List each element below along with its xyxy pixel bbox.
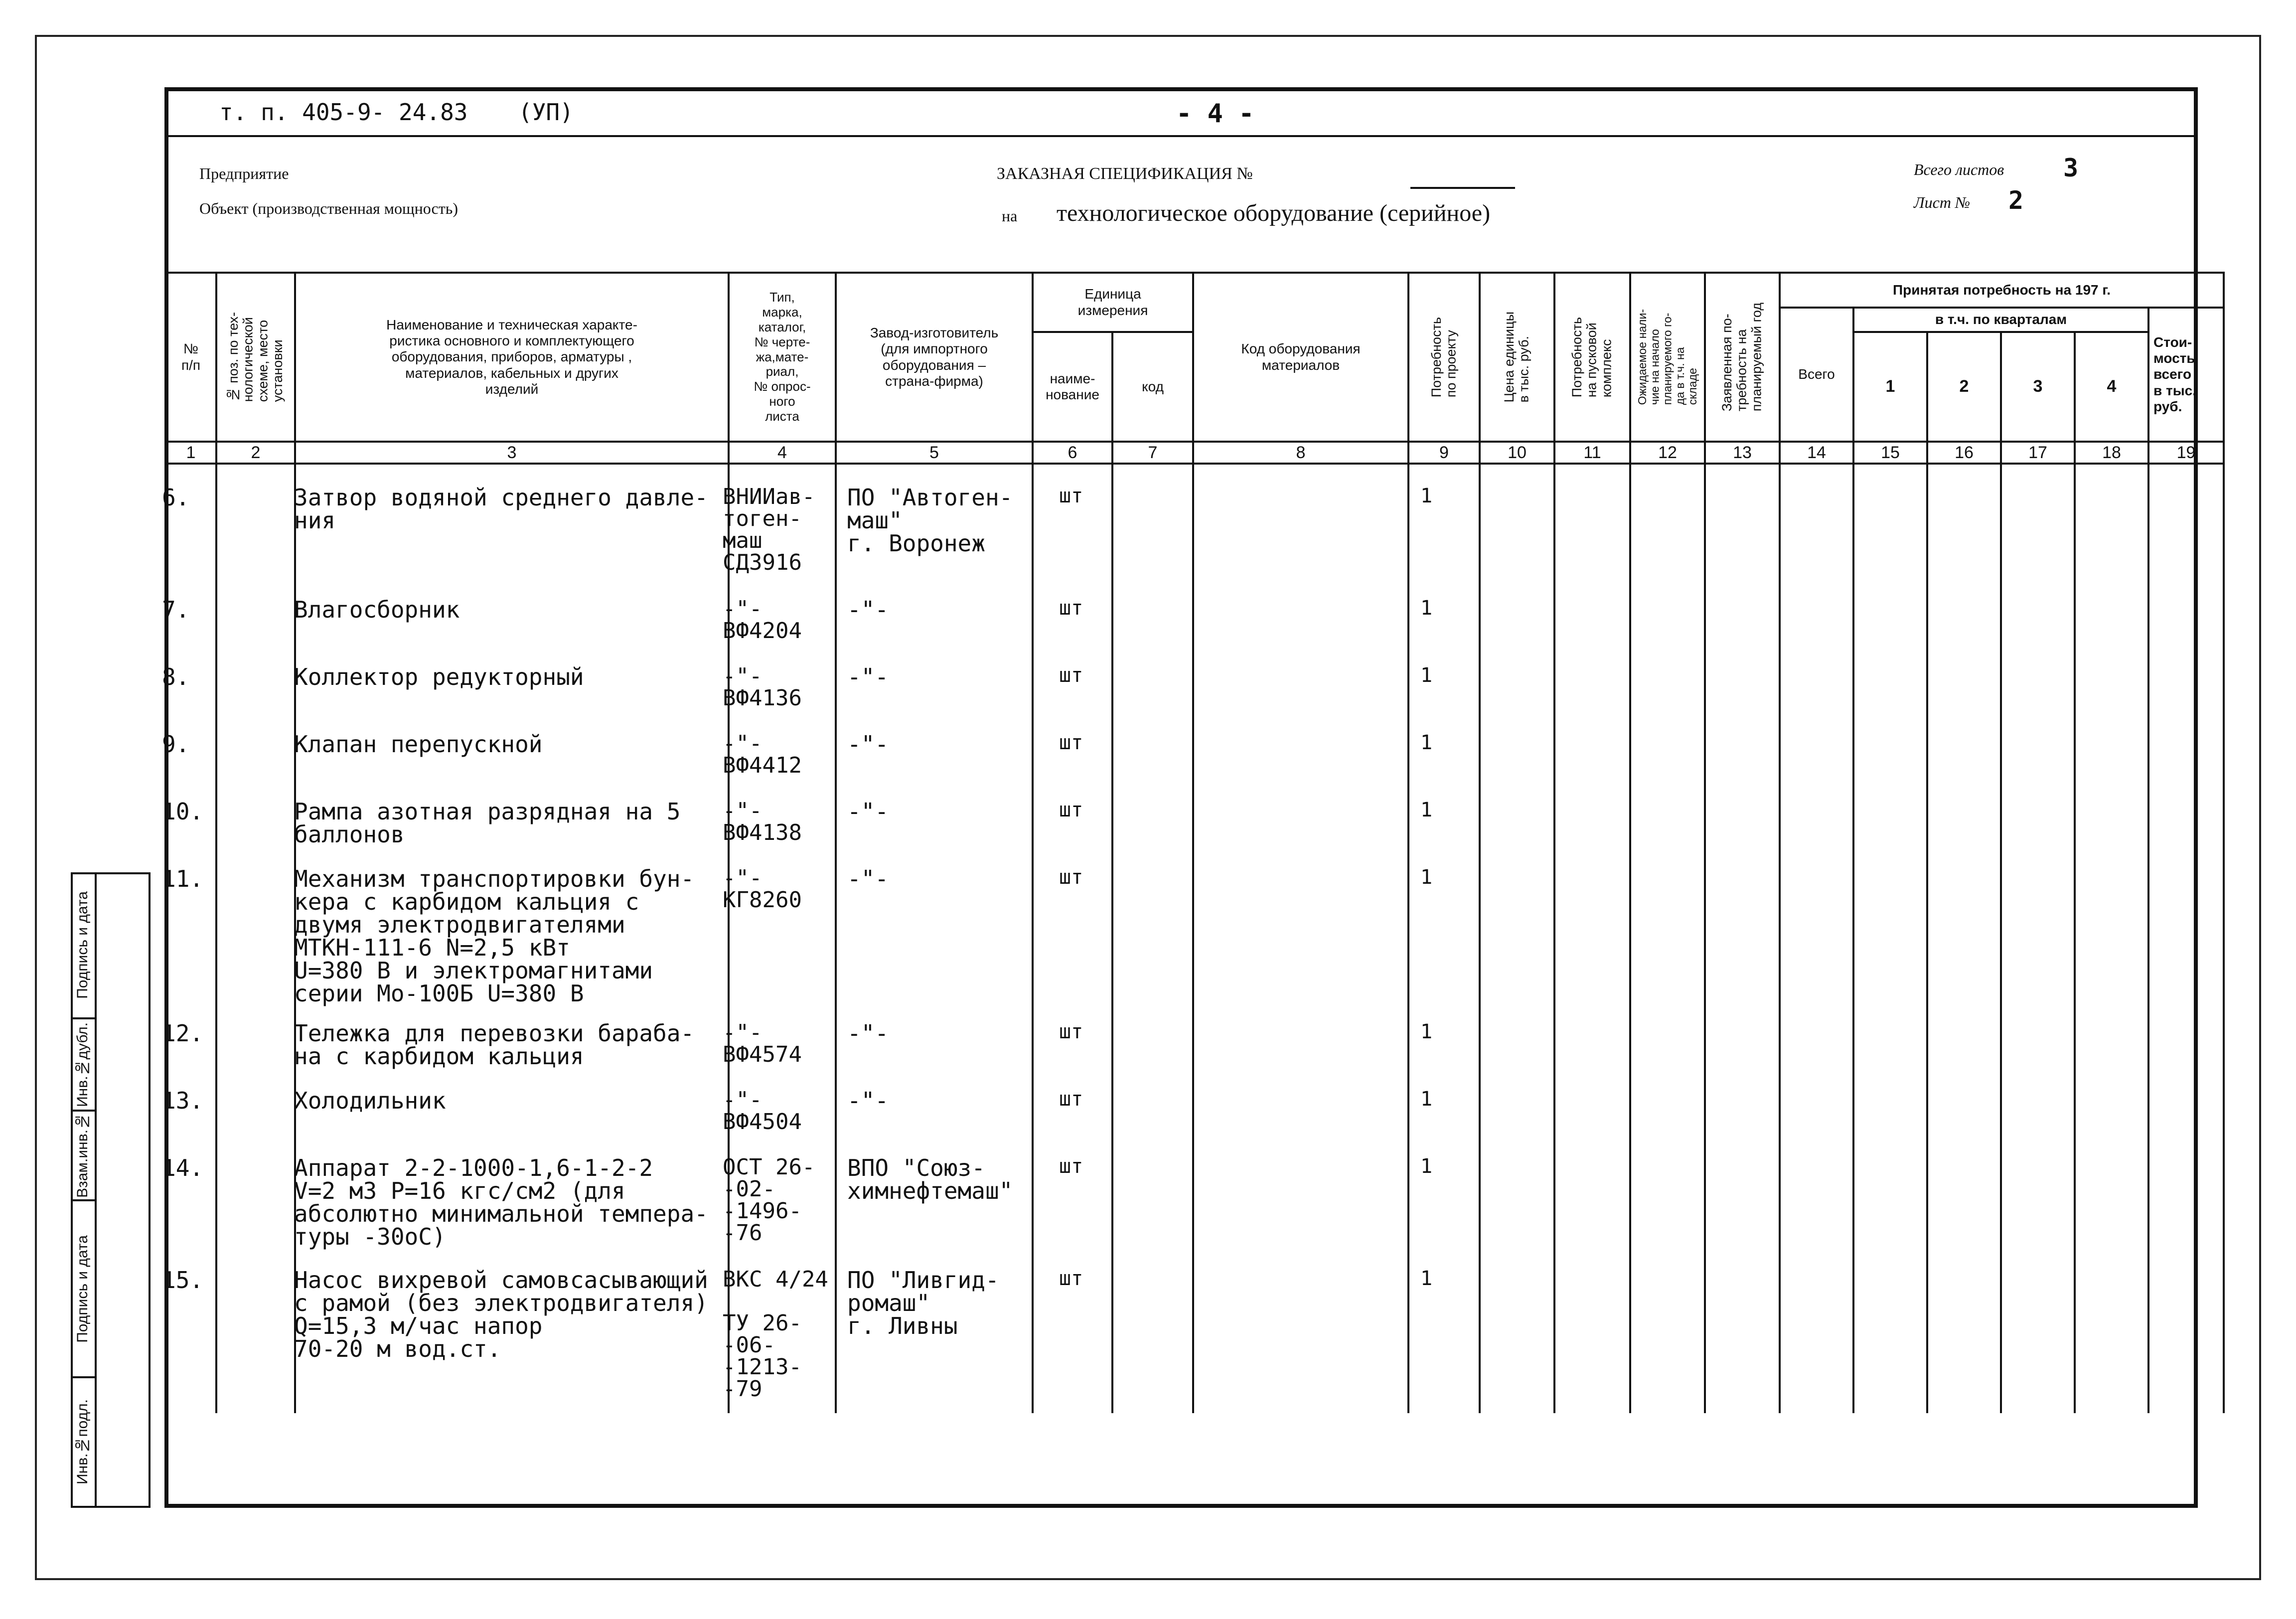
col-7-header: код bbox=[1112, 332, 1193, 442]
document-code: т. п. 405-9- 24.83 bbox=[219, 99, 468, 126]
row-number: 8. bbox=[162, 663, 190, 690]
row-quantity: 1 bbox=[1420, 799, 1433, 821]
row-name: Клапан перепускной bbox=[294, 731, 543, 758]
column-number: 1 bbox=[165, 442, 216, 464]
row-quantity: 1 bbox=[1420, 664, 1433, 687]
row-maker: -"- bbox=[847, 1087, 889, 1114]
column-number: 12 bbox=[1630, 442, 1705, 464]
stamp-field-label: Подпись и дата bbox=[74, 891, 91, 999]
row-maker: ПО "Автоген- маш" г. Воронеж bbox=[847, 484, 1013, 557]
row-name: Насос вихревой самовсасывающий с рамой (без электродвигателя) Q=15,3 м/час напор 70-20 м вод.ст. bbox=[294, 1267, 708, 1362]
col-19-header: Стои- мость всего в тыс. руб. bbox=[2148, 308, 2224, 442]
stamp-field-label: Инв.№подл. bbox=[74, 1399, 91, 1485]
column-number: 6 bbox=[1033, 442, 1112, 464]
row-unit: шт bbox=[1059, 597, 1083, 620]
quarters-header: в т.ч. по кварталам bbox=[1853, 308, 2148, 332]
column-number: 13 bbox=[1705, 442, 1780, 464]
spec-title: ЗАКАЗНАЯ СПЕЦИФИКАЦИЯ № bbox=[997, 164, 1253, 183]
row-unit: шт bbox=[1059, 485, 1083, 507]
column-number: 10 bbox=[1480, 442, 1554, 464]
enterprise-label: Предприятие bbox=[199, 164, 289, 182]
row-quantity: 1 bbox=[1420, 731, 1433, 754]
row-name: Холодильник bbox=[294, 1087, 446, 1114]
row-unit: шт bbox=[1059, 1088, 1083, 1111]
row-type: -"- ВФ4138 bbox=[723, 798, 802, 845]
row-name: Аппарат 2-2-1000-1,6-1-2-2 V=2 м3 Р=16 кгс/см2 (для абсолютно минимальной темпера- туры -30оС) bbox=[294, 1154, 708, 1250]
col-14-header: Всего bbox=[1780, 308, 1853, 442]
accepted-demand-header: Принятая потребность на 197 г. bbox=[1780, 273, 2224, 308]
row-quantity: 1 bbox=[1420, 1020, 1433, 1043]
row-name: Коллектор редукторный bbox=[294, 663, 584, 690]
row-quantity: 1 bbox=[1420, 485, 1433, 507]
column-number: 17 bbox=[2001, 442, 2075, 464]
row-unit: шт bbox=[1059, 866, 1083, 889]
column-number: 11 bbox=[1554, 442, 1630, 464]
column-number: 8 bbox=[1193, 442, 1408, 464]
column-number: 16 bbox=[1927, 442, 2001, 464]
spec-on-label: на bbox=[1002, 207, 1018, 225]
spec-number-line bbox=[1410, 187, 1515, 189]
row-maker: -"- bbox=[847, 798, 889, 825]
col-4-header: Тип, марка, каталог, № черте- жа,мате- риал, № опрос- ного листа bbox=[729, 273, 836, 442]
row-name: Тележка для перевозки бараба- на с карбидом кальция bbox=[294, 1020, 695, 1070]
row-maker: -"- bbox=[847, 596, 889, 623]
col-15-header: 1 bbox=[1853, 332, 1927, 442]
row-type: ОСТ 26- -02- -1496- -76 bbox=[723, 1154, 815, 1246]
row-maker: ВПО "Союз- химнефтемаш" bbox=[847, 1154, 1013, 1204]
row-maker: -"- bbox=[847, 731, 889, 758]
row-type: -"- ВФ4412 bbox=[723, 731, 802, 778]
col-13-header: Заявленная по- требность на планируемый год bbox=[1705, 273, 1780, 442]
body-col-16 bbox=[1927, 464, 2001, 1413]
row-quantity: 1 bbox=[1420, 1155, 1433, 1178]
column-number: 5 bbox=[836, 442, 1033, 464]
sheet-number-label: Лист № bbox=[1914, 193, 1971, 211]
column-number: 9 bbox=[1408, 442, 1480, 464]
col-1-header: № п/п bbox=[165, 273, 216, 442]
column-number: 19 bbox=[2148, 442, 2224, 464]
row-number: 11. bbox=[162, 865, 204, 892]
stamp-field bbox=[71, 872, 97, 1019]
row-quantity: 1 bbox=[1420, 1267, 1433, 1290]
row-type: -"- ВФ4204 bbox=[723, 596, 802, 644]
row-maker: -"- bbox=[847, 1020, 889, 1047]
column-number: 18 bbox=[2075, 442, 2148, 464]
row-type: ВНИИав- тоген- маш СДЗ916 bbox=[723, 484, 815, 575]
stamp-field bbox=[71, 1201, 97, 1378]
col-6-header: наиме- нование bbox=[1033, 332, 1112, 442]
row-maker: -"- bbox=[847, 663, 889, 690]
row-name: Механизм транспортировки бун- кера с карбидом кальция с двумя электродвигателями МТКН-111-6 N=2,5 кВт U=380 В и электромагнитами серии Мо-100Б U=380 В bbox=[294, 865, 695, 1007]
body-col-7 bbox=[1112, 464, 1193, 1413]
stamp-field bbox=[71, 1019, 97, 1112]
column-number: 2 bbox=[216, 442, 295, 464]
column-number: 14 bbox=[1780, 442, 1853, 464]
col-18-header: 4 bbox=[2075, 332, 2148, 442]
row-number: 14. bbox=[162, 1154, 204, 1181]
col-17-header: 3 bbox=[2001, 332, 2075, 442]
row-number: 13. bbox=[162, 1087, 204, 1114]
row-type: -"- КГ8260 bbox=[723, 865, 802, 913]
row-number: 9. bbox=[162, 731, 190, 758]
body-col-12 bbox=[1630, 464, 1705, 1413]
body-col-11 bbox=[1554, 464, 1630, 1413]
col-8-header: Код оборудования материалов bbox=[1193, 273, 1408, 442]
column-number: 7 bbox=[1112, 442, 1193, 464]
object-label: Объект (производственная мощность) bbox=[199, 199, 458, 217]
col-10-header: Цена единицы в тыс. руб. bbox=[1480, 273, 1554, 442]
row-maker: -"- bbox=[847, 865, 889, 892]
header-row-1 bbox=[165, 273, 2224, 308]
row-number: 15. bbox=[162, 1267, 204, 1294]
total-sheets-value: 3 bbox=[2063, 154, 2079, 182]
row-type: -"- ВФ4574 bbox=[723, 1020, 802, 1067]
row-unit: шт bbox=[1059, 1155, 1083, 1178]
body-col-18 bbox=[2075, 464, 2148, 1413]
row-type: -"- ВФ4136 bbox=[723, 663, 802, 711]
stamp-field-label: Инв.№дубл. bbox=[74, 1022, 91, 1107]
document-section: (УП) bbox=[518, 99, 574, 126]
column-number: 3 bbox=[295, 442, 729, 464]
row-unit: шт bbox=[1059, 731, 1083, 754]
column-number-row bbox=[165, 442, 2224, 464]
row-name: Рампа азотная разрядная на 5 баллонов bbox=[294, 798, 681, 848]
spec-subject: технологическое оборудование (серийное) bbox=[1057, 200, 1491, 226]
row-quantity: 1 bbox=[1420, 597, 1433, 620]
row-unit: шт bbox=[1059, 664, 1083, 687]
col-9-header: Потребность по проекту bbox=[1408, 273, 1480, 442]
col-5-header: Завод-изготовитель (для импортного оборудования – страна-фирма) bbox=[836, 273, 1033, 442]
total-sheets-label: Всего листов bbox=[1914, 161, 2004, 178]
row-name: Влагосборник bbox=[294, 596, 460, 623]
column-number: 15 bbox=[1853, 442, 1927, 464]
row-number: 10. bbox=[162, 798, 204, 825]
unit-header: Единица измерения bbox=[1033, 273, 1193, 332]
col-12-header: Ожидаемое нали- чие на начало планируемого го- да в т.ч. на складе bbox=[1630, 273, 1705, 442]
sheet-number-value: 2 bbox=[2008, 186, 2024, 215]
col-2-header: № поз. по тех- нологической схеме, место установки bbox=[216, 273, 295, 442]
row-number: 6. bbox=[162, 484, 190, 511]
body-col-14 bbox=[1780, 464, 1853, 1413]
row-type: ВКС 4/24 ТУ 26- -06- -1213- -79 bbox=[723, 1267, 828, 1402]
row-unit: шт bbox=[1059, 1267, 1083, 1290]
body-col-15 bbox=[1853, 464, 1927, 1413]
stamp-field bbox=[71, 1378, 97, 1508]
row-number: 12. bbox=[162, 1020, 204, 1047]
body-col-10 bbox=[1480, 464, 1554, 1413]
row-number: 7. bbox=[162, 596, 190, 623]
stamp-field-label: Подпись и дата bbox=[74, 1235, 91, 1343]
body-col-17 bbox=[2001, 464, 2075, 1413]
row-unit: шт bbox=[1059, 799, 1083, 821]
row-type: -"- ВФ4504 bbox=[723, 1087, 802, 1134]
column-number: 4 bbox=[729, 442, 836, 464]
stamp-field bbox=[71, 1112, 97, 1201]
row-name: Затвор водяной среднего давле- ния bbox=[294, 484, 708, 534]
row-quantity: 1 bbox=[1420, 866, 1433, 889]
row-quantity: 1 bbox=[1420, 1088, 1433, 1111]
body-col-9 bbox=[1408, 464, 1480, 1413]
row-unit: шт bbox=[1059, 1020, 1083, 1043]
body-col-2 bbox=[216, 464, 295, 1413]
page-number: - 4 - bbox=[1176, 99, 1254, 129]
body-col-8 bbox=[1193, 464, 1408, 1413]
body-col-19 bbox=[2148, 464, 2224, 1413]
col-11-header: Потребность на пусковой комплекс bbox=[1554, 273, 1630, 442]
col-3-header: Наименование и техническая характе- ристика основного и комплектующего оборудования, приборов, арматуры , материалов, кабельных и других изделий bbox=[295, 273, 729, 442]
col-16-header: 2 bbox=[1927, 332, 2001, 442]
stamp-field-label: Взам.инв.№ bbox=[74, 1113, 91, 1198]
body-col-13 bbox=[1705, 464, 1780, 1413]
row-maker: ПО "Ливгид- ромаш" г. Ливны bbox=[847, 1267, 999, 1339]
